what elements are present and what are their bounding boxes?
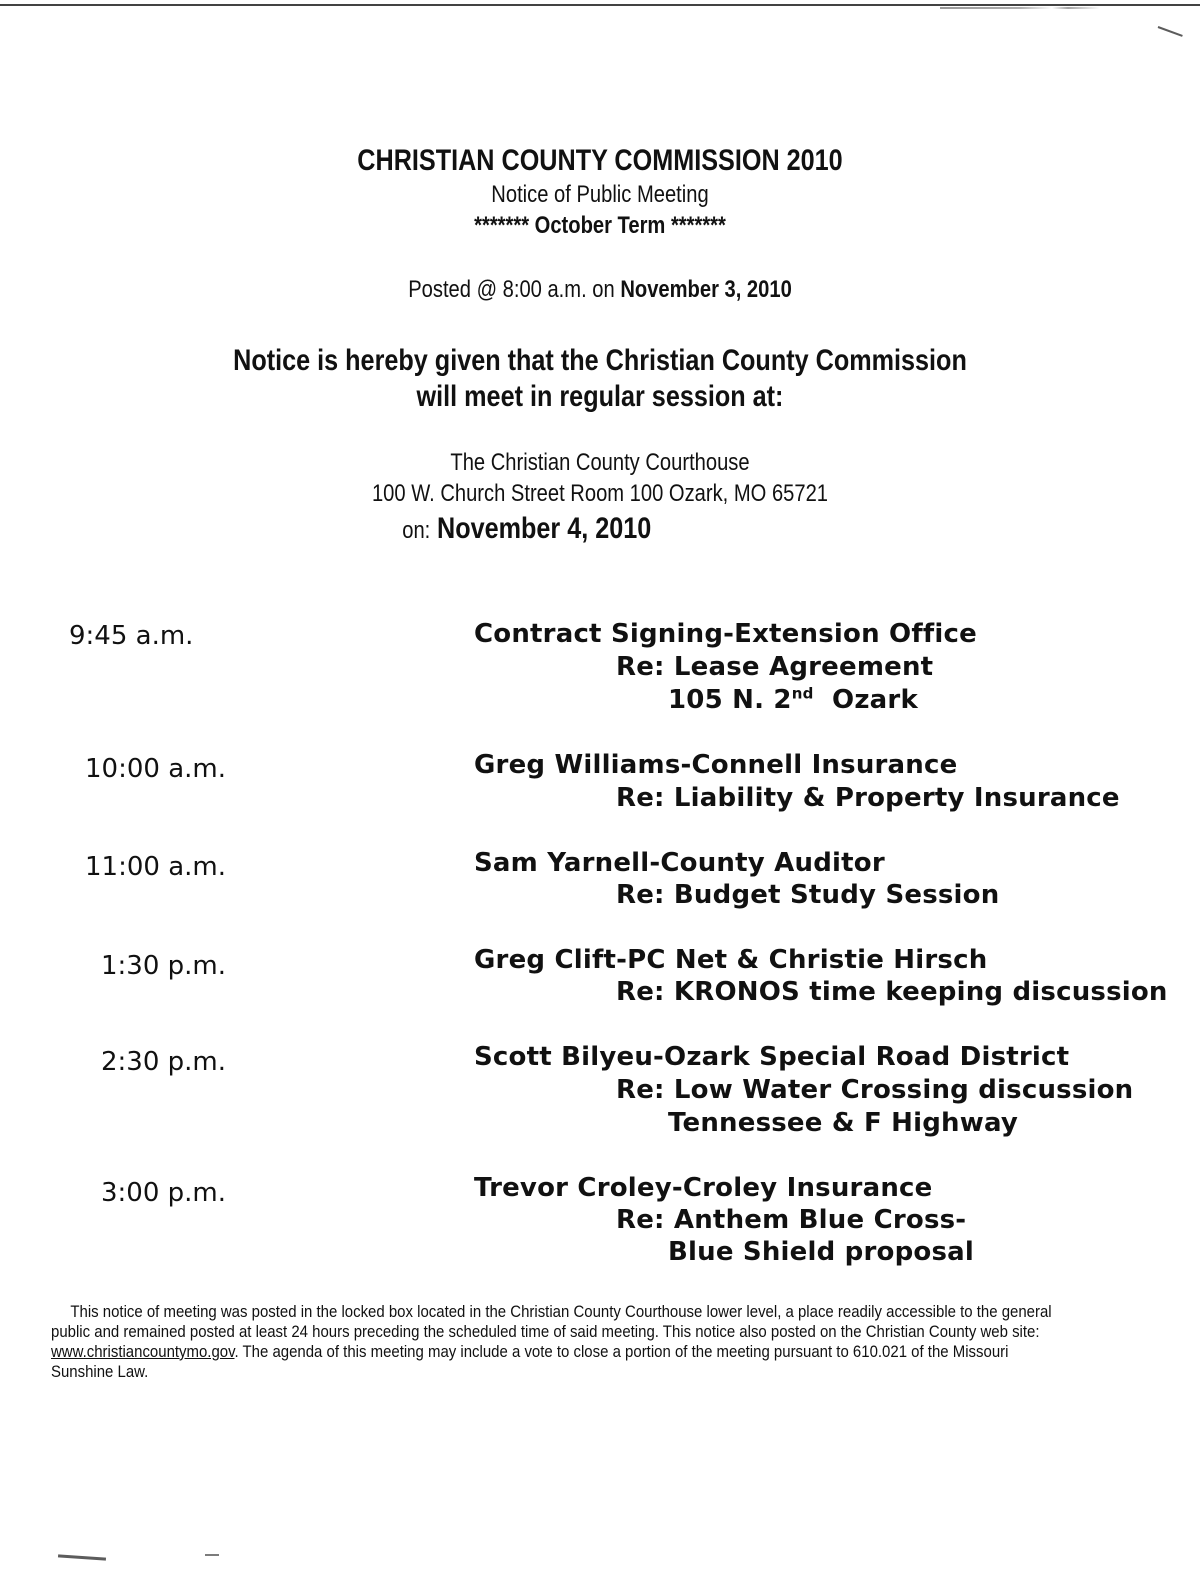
agenda-item-detail: Blue Shield proposal xyxy=(668,1237,974,1267)
meeting-date: November 4, 2010 xyxy=(436,512,652,545)
agenda-item-title: Scott Bilyeu-Ozark Special Road District xyxy=(474,1042,1070,1072)
agenda-item-title: Greg Williams-Connell Insurance xyxy=(474,750,958,780)
posted-prefix: Posted @ 8:00 a.m. on xyxy=(408,276,621,303)
scan-mark-bottom-left xyxy=(58,1554,106,1560)
term-label: ******* October Term ******* xyxy=(474,212,726,239)
address-city: Ozark xyxy=(813,685,918,715)
agenda-time: 1:30 p.m. xyxy=(101,951,227,981)
on-label: on: xyxy=(402,517,431,544)
agenda-item-re: Re: Lease Agreement xyxy=(616,652,934,682)
agenda-item-detail: Tennessee & F Highway xyxy=(668,1108,1019,1138)
agenda-item-re: Re: KRONOS time keeping discussion xyxy=(616,977,1168,1007)
agenda-item-title: Trevor Croley-Croley Insurance xyxy=(474,1173,933,1203)
agenda-item-title: Contract Signing-Extension Office xyxy=(474,619,977,649)
agenda-time: 2:30 p.m. xyxy=(101,1047,227,1077)
agenda-item-re: Re: Budget Study Session xyxy=(616,880,1000,910)
agenda-time: 10:00 a.m. xyxy=(85,754,226,784)
legal-footer xyxy=(51,1302,1133,1382)
website-link[interactable]: www.christiancountymo.gov xyxy=(51,1342,235,1361)
footer-line-2: public and remained posted at least 24 hours preceding the scheduled time of said meeting. This notice also posted on the Christian County web site: xyxy=(51,1322,1040,1341)
agenda-time: 9:45 a.m. xyxy=(69,621,194,651)
notice-line-1: Notice is hereby given that the Christian County Commission xyxy=(233,344,967,377)
document-subtitle: Notice of Public Meeting xyxy=(491,181,709,208)
scan-edge-line xyxy=(0,4,1200,6)
agenda-item-re: Re: Low Water Crossing discussion xyxy=(616,1075,1134,1105)
footer-line-4: Sunshine Law. xyxy=(51,1362,149,1381)
ordinal-suffix: nd xyxy=(791,684,814,703)
address-number: 105 N. 2 xyxy=(668,685,792,715)
scan-mark-bottom-dash xyxy=(205,1554,219,1556)
scan-mark-top xyxy=(940,7,1100,9)
scan-mark-corner xyxy=(1158,26,1183,37)
footer-line-3-text: . The agenda of this meeting may include a vote to close a portion of the meeting pursuant to 610.021 of the Missouri xyxy=(234,1342,1009,1361)
agenda-item-address xyxy=(668,685,918,715)
agenda-item-title: Greg Clift-PC Net & Christie Hirsch xyxy=(474,945,988,975)
agenda-item-re: Re: Liability & Property Insurance xyxy=(616,783,1120,813)
posted-date: November 3, 2010 xyxy=(620,276,792,303)
agenda-item-title: Sam Yarnell-County Auditor xyxy=(474,848,885,878)
agenda-time: 3:00 p.m. xyxy=(101,1178,227,1208)
agenda-item-re: Re: Anthem Blue Cross- xyxy=(616,1205,967,1235)
footer-line-3 xyxy=(51,1342,1133,1362)
location-address: 100 W. Church Street Room 100 Ozark, MO 65721 xyxy=(371,480,829,507)
footer-line-1: This notice of meeting was posted in the locked box located in the Christian County Courthouse lower level, a place readily accessible to the general xyxy=(70,1302,1052,1321)
notice-line-2: will meet in regular session at: xyxy=(416,380,784,413)
agenda-time: 11:00 a.m. xyxy=(85,852,226,882)
meeting-date-line xyxy=(372,512,658,546)
posted-line xyxy=(96,276,1104,304)
location-building: The Christian County Courthouse xyxy=(450,449,750,476)
document-title: CHRISTIAN COUNTY COMMISSION 2010 xyxy=(357,144,843,177)
